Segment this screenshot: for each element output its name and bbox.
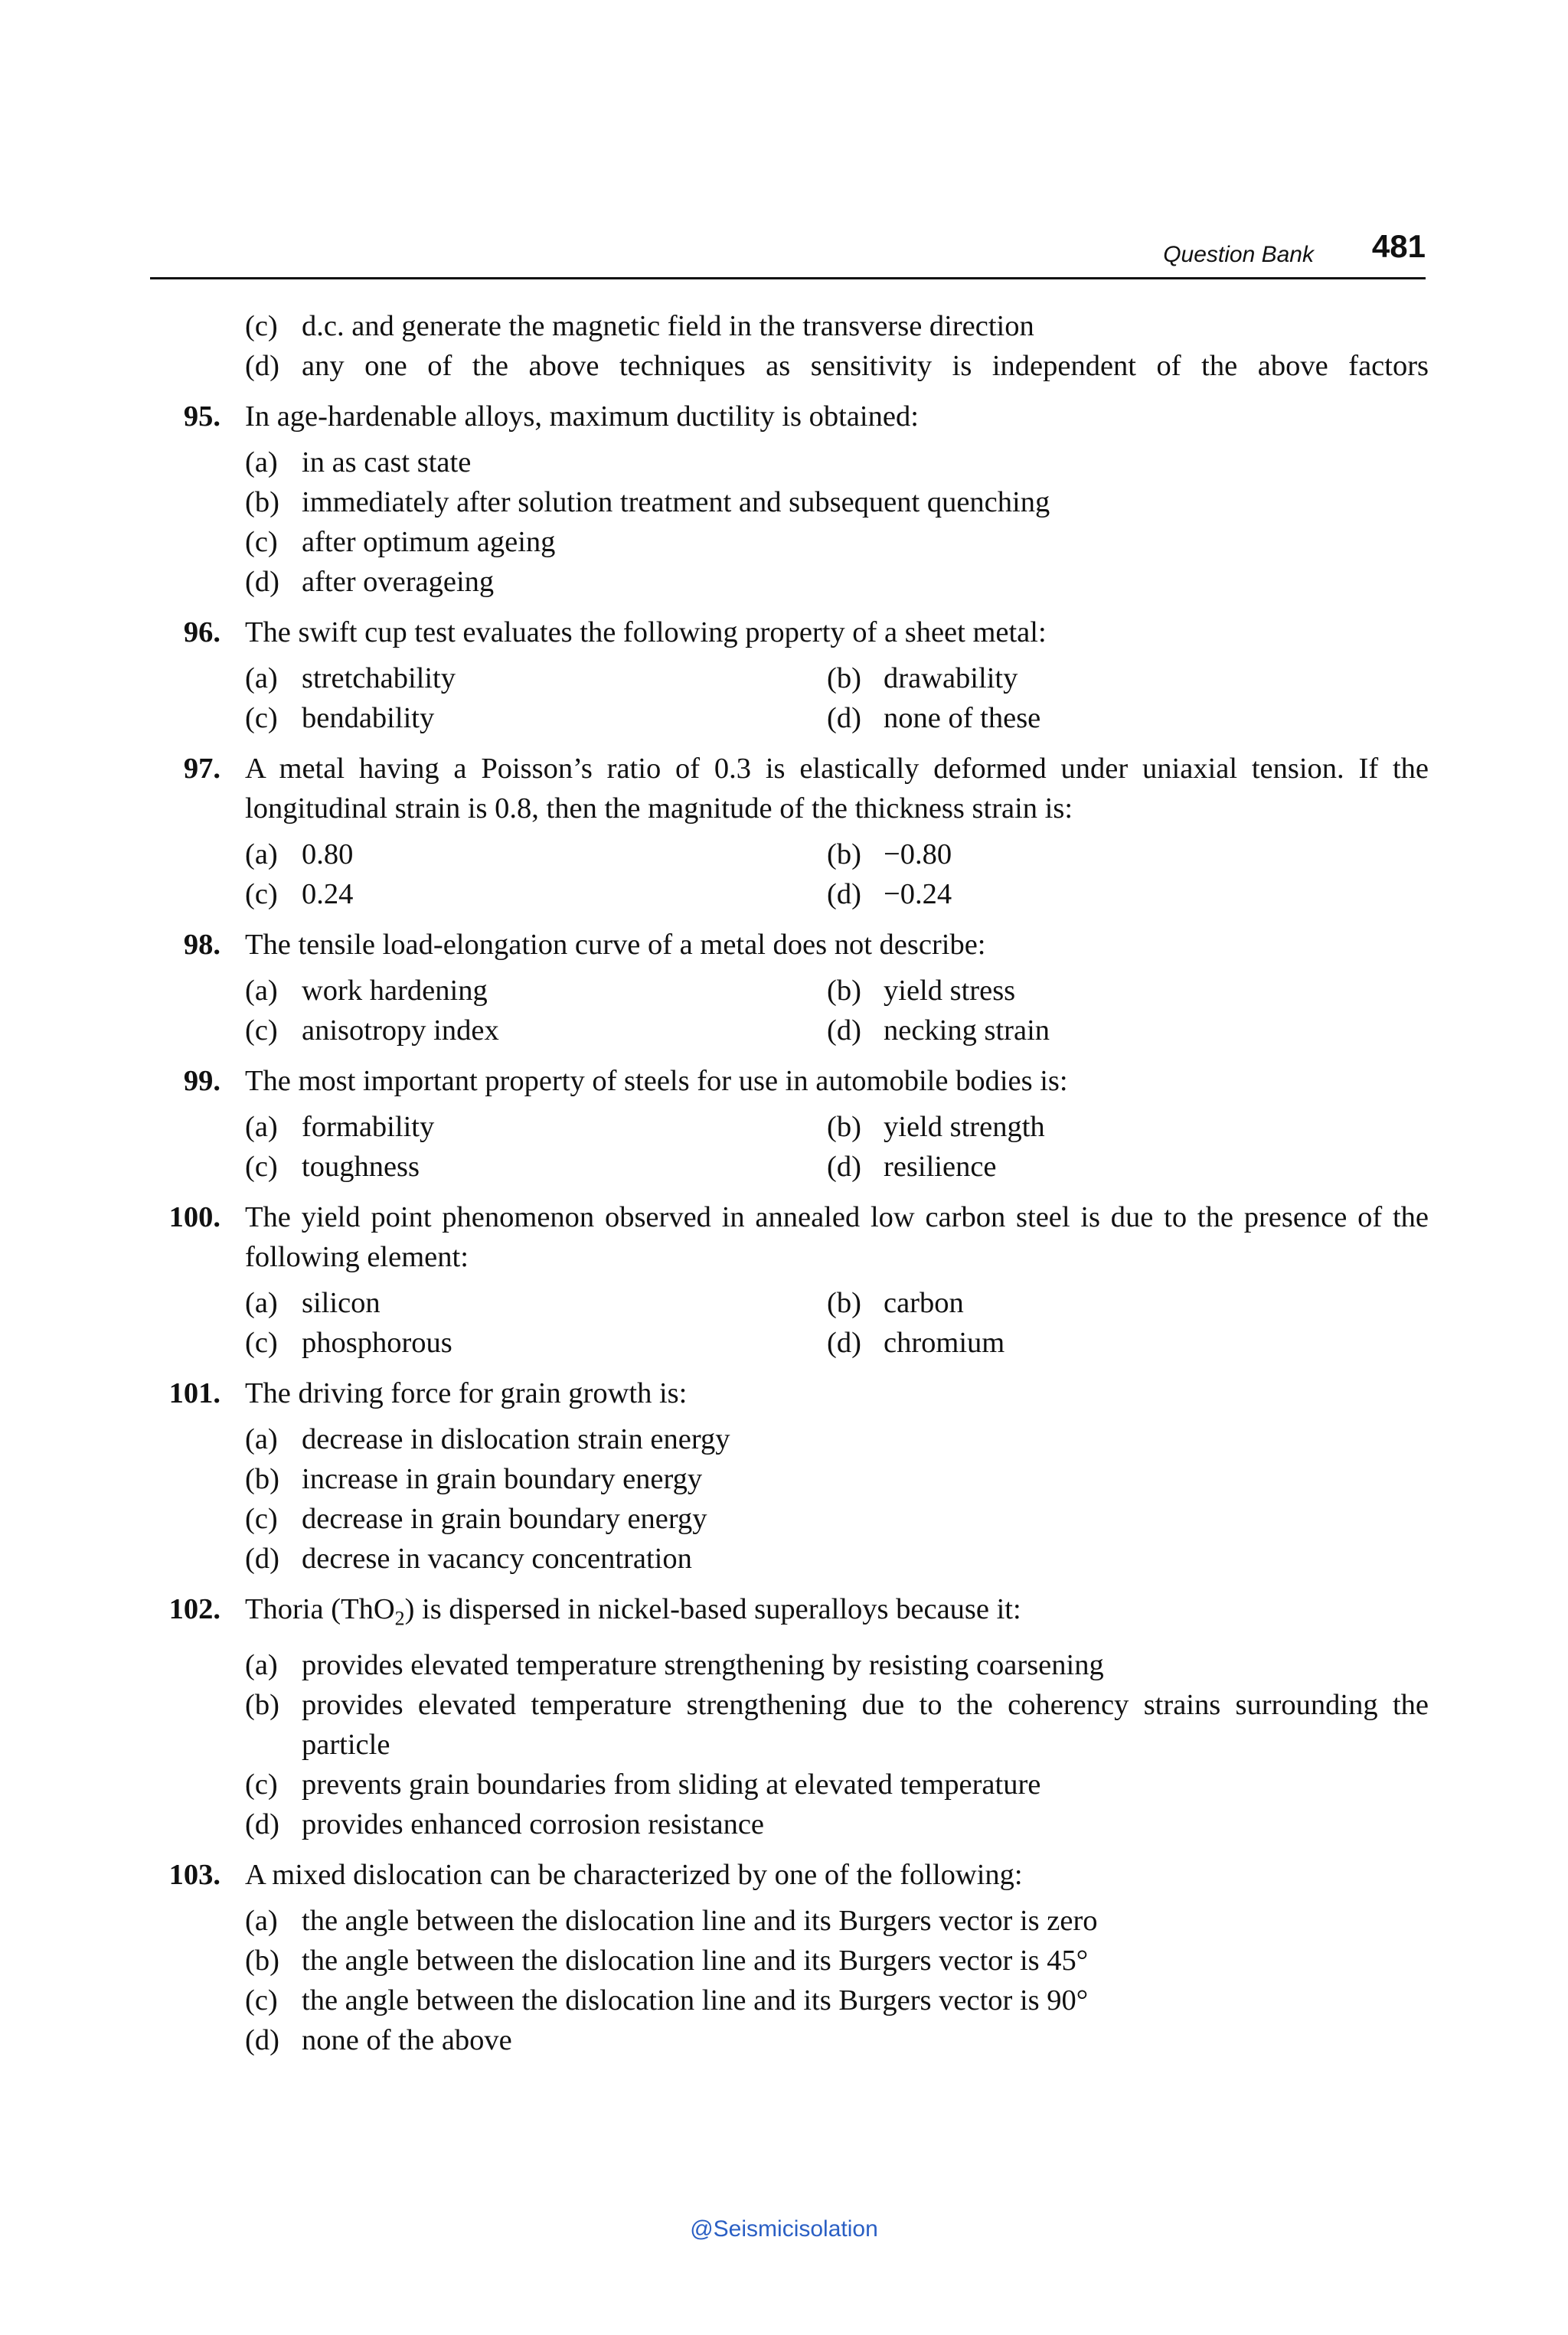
option-letter: (d) bbox=[245, 1543, 279, 1575]
option-text: provides enhanced corrosion resistance bbox=[302, 1808, 765, 1840]
option-item bbox=[245, 1539, 1429, 1579]
option-item bbox=[827, 658, 1429, 698]
option-item bbox=[827, 698, 1429, 738]
option-letter: (c) bbox=[245, 702, 278, 734]
option-letter: (a) bbox=[245, 662, 278, 694]
option-item bbox=[827, 971, 1429, 1011]
question-number: 97. bbox=[183, 753, 220, 785]
question-text: The driving force for grain growth is: bbox=[245, 1377, 688, 1409]
option-letter: (c) bbox=[245, 310, 278, 342]
option-text: after overageing bbox=[302, 566, 495, 598]
question-number: 99. bbox=[183, 1065, 220, 1097]
option-item bbox=[827, 874, 1429, 914]
option-text: decrese in vacancy concentration bbox=[302, 1543, 692, 1575]
option-text: none of the above bbox=[302, 2023, 512, 2056]
page-header bbox=[150, 230, 1426, 279]
option-text: in as cast state bbox=[302, 446, 472, 478]
option-text: chromium bbox=[884, 1327, 1005, 1359]
option-letter: (d) bbox=[827, 1327, 861, 1359]
option-item bbox=[245, 658, 827, 698]
option-letter: (a) bbox=[245, 1423, 278, 1455]
option-letter: (a) bbox=[245, 1287, 278, 1319]
option-text: none of these bbox=[884, 702, 1041, 734]
option-text: 0.80 bbox=[302, 838, 354, 870]
section-title: Question Bank bbox=[1163, 242, 1314, 267]
option-letter: (d) bbox=[245, 1808, 279, 1840]
question-number: 96. bbox=[183, 616, 220, 648]
option-item bbox=[245, 874, 827, 914]
question-text: The swift cup test evaluates the following property of a sheet metal: bbox=[245, 616, 1047, 648]
question-100 bbox=[150, 1197, 1429, 1363]
option-item bbox=[245, 1147, 827, 1187]
question-number: 103. bbox=[168, 1858, 220, 1891]
option-letter: (c) bbox=[245, 1503, 278, 1535]
option-letter: (b) bbox=[827, 1287, 861, 1319]
option-text: increase in grain boundary energy bbox=[302, 1463, 703, 1495]
option-text: prevents grain boundaries from sliding at elevated temperature bbox=[302, 1768, 1041, 1801]
option-text: carbon bbox=[884, 1287, 964, 1319]
option-text: d.c. and generate the magnetic field in the transverse direction bbox=[302, 310, 1034, 342]
option-item bbox=[245, 1685, 1429, 1765]
question-text: A metal having a Poisson’s ratio of 0.3 is elastically deformed under uniaxial tension. If the longitudinal strain is 0.8, then the magnitude of the thickness strain is: bbox=[245, 753, 1429, 825]
question-number: 102. bbox=[168, 1593, 220, 1625]
question-text-end: ) is dispersed in nickel-based superalloys because it: bbox=[404, 1593, 1021, 1625]
option-letter: (d) bbox=[245, 350, 279, 382]
question-text: In age-hardenable alloys, maximum ductility is obtained: bbox=[245, 400, 919, 433]
question-98 bbox=[150, 925, 1429, 1050]
option-text: any one of the above techniques as sensitivity is independent of the above factors bbox=[302, 350, 1429, 382]
question-text: The most important property of steels for use in automobile bodies is: bbox=[245, 1065, 1068, 1097]
option-letter: (a) bbox=[245, 975, 278, 1007]
option-text: toughness bbox=[302, 1151, 420, 1183]
option-item bbox=[245, 1323, 827, 1363]
question-101 bbox=[150, 1373, 1429, 1579]
option-item bbox=[827, 1011, 1429, 1050]
option-text: the angle between the dislocation line and its Burgers vector is 90° bbox=[302, 1984, 1089, 2017]
question-99 bbox=[150, 1061, 1429, 1187]
option-text: yield strength bbox=[884, 1111, 1045, 1143]
question-96 bbox=[150, 612, 1429, 738]
option-text: 0.24 bbox=[302, 878, 354, 910]
option-item bbox=[245, 1901, 1429, 1941]
question-text bbox=[245, 1589, 1429, 1639]
option-text: after optimum ageing bbox=[302, 526, 556, 558]
question-95 bbox=[150, 397, 1429, 602]
question-number: 98. bbox=[183, 929, 220, 961]
option-item bbox=[245, 1941, 1429, 1981]
option-item bbox=[245, 306, 1429, 346]
option-text: formability bbox=[302, 1111, 435, 1143]
option-letter: (a) bbox=[245, 1904, 278, 1937]
option-letter: (b) bbox=[245, 1944, 279, 1977]
option-text: the angle between the dislocation line and its Burgers vector is zero bbox=[302, 1904, 1098, 1937]
option-item bbox=[245, 522, 1429, 562]
option-letter: (d) bbox=[245, 566, 279, 598]
option-letter: (b) bbox=[827, 662, 861, 694]
option-text: necking strain bbox=[884, 1014, 1050, 1047]
option-item bbox=[245, 1283, 827, 1323]
option-item bbox=[245, 1765, 1429, 1804]
question-number: 95. bbox=[183, 400, 220, 433]
option-item bbox=[245, 1419, 1429, 1459]
option-item bbox=[245, 1804, 1429, 1844]
question-text-start: Thoria (ThO bbox=[245, 1593, 395, 1625]
option-text: silicon bbox=[302, 1287, 381, 1319]
option-text: bendability bbox=[302, 702, 435, 734]
option-letter: (a) bbox=[245, 1111, 278, 1143]
option-text: phosphorous bbox=[302, 1327, 452, 1359]
option-item bbox=[827, 1147, 1429, 1187]
option-text: immediately after solution treatment and subsequent quenching bbox=[302, 486, 1050, 518]
option-item bbox=[245, 1499, 1429, 1539]
option-letter: (d) bbox=[827, 1014, 861, 1047]
question-text: A mixed dislocation can be characterized by one of the following: bbox=[245, 1858, 1023, 1891]
option-text: stretchability bbox=[302, 662, 456, 694]
option-item bbox=[245, 443, 1429, 482]
option-letter: (d) bbox=[827, 878, 861, 910]
option-text: decrease in grain boundary energy bbox=[302, 1503, 707, 1535]
option-text: −0.80 bbox=[884, 838, 952, 870]
option-letter: (c) bbox=[245, 1151, 278, 1183]
option-letter: (d) bbox=[827, 702, 861, 734]
option-item bbox=[827, 834, 1429, 874]
option-item bbox=[245, 346, 1429, 386]
option-text: provides elevated temperature strengthening due to the coherency strains surrounding the particle bbox=[302, 1688, 1429, 1761]
option-letter: (d) bbox=[245, 2023, 279, 2056]
option-letter: (a) bbox=[245, 446, 278, 478]
option-letter: (c) bbox=[245, 1327, 278, 1359]
question-103 bbox=[150, 1855, 1429, 2060]
option-item bbox=[245, 971, 827, 1011]
continuation-options bbox=[150, 306, 1429, 386]
option-item bbox=[827, 1323, 1429, 1363]
option-letter: (c) bbox=[245, 878, 278, 910]
option-letter: (c) bbox=[245, 1984, 278, 2017]
option-item bbox=[827, 1107, 1429, 1147]
page-number: 481 bbox=[1371, 228, 1426, 264]
option-text: yield stress bbox=[884, 975, 1016, 1007]
option-item bbox=[245, 1459, 1429, 1499]
question-list bbox=[150, 306, 1429, 2071]
option-item bbox=[245, 1981, 1429, 2020]
option-text: work hardening bbox=[302, 975, 488, 1007]
option-text: resilience bbox=[884, 1151, 997, 1183]
option-letter: (b) bbox=[827, 1111, 861, 1143]
option-letter: (b) bbox=[827, 975, 861, 1007]
question-number: 101. bbox=[168, 1377, 220, 1409]
option-text: decrease in dislocation strain energy bbox=[302, 1423, 730, 1455]
option-text: the angle between the dislocation line and its Burgers vector is 45° bbox=[302, 1944, 1089, 1977]
watermark: @Seismicisolation bbox=[690, 2216, 878, 2242]
option-text: anisotropy index bbox=[302, 1014, 499, 1047]
option-letter: (c) bbox=[245, 526, 278, 558]
option-letter: (a) bbox=[245, 838, 278, 870]
option-item bbox=[245, 698, 827, 738]
option-letter: (c) bbox=[245, 1014, 278, 1047]
question-number: 100. bbox=[168, 1201, 220, 1233]
option-text: provides elevated temperature strengthening by resisting coarsening bbox=[302, 1648, 1104, 1681]
option-item bbox=[245, 1011, 827, 1050]
option-item bbox=[245, 482, 1429, 522]
option-item bbox=[245, 834, 827, 874]
option-letter: (a) bbox=[245, 1648, 278, 1681]
option-letter: (b) bbox=[245, 486, 279, 518]
option-letter: (b) bbox=[245, 1463, 279, 1495]
option-letter: (b) bbox=[827, 838, 861, 870]
option-item bbox=[245, 1645, 1429, 1685]
option-letter: (d) bbox=[827, 1151, 861, 1183]
question-102 bbox=[150, 1589, 1429, 1844]
question-text: The tensile load-elongation curve of a metal does not describe: bbox=[245, 929, 986, 961]
option-item bbox=[245, 1107, 827, 1147]
subscript: 2 bbox=[394, 1607, 405, 1630]
option-text: −0.24 bbox=[884, 878, 952, 910]
question-text: The yield point phenomenon observed in annealed low carbon steel is due to the presence of the following element: bbox=[245, 1201, 1429, 1273]
question-97 bbox=[150, 749, 1429, 914]
option-letter: (b) bbox=[245, 1688, 279, 1721]
option-item bbox=[827, 1283, 1429, 1323]
option-item bbox=[245, 2020, 1429, 2060]
option-letter: (c) bbox=[245, 1768, 278, 1801]
option-text: drawability bbox=[884, 662, 1018, 694]
option-item bbox=[245, 562, 1429, 602]
